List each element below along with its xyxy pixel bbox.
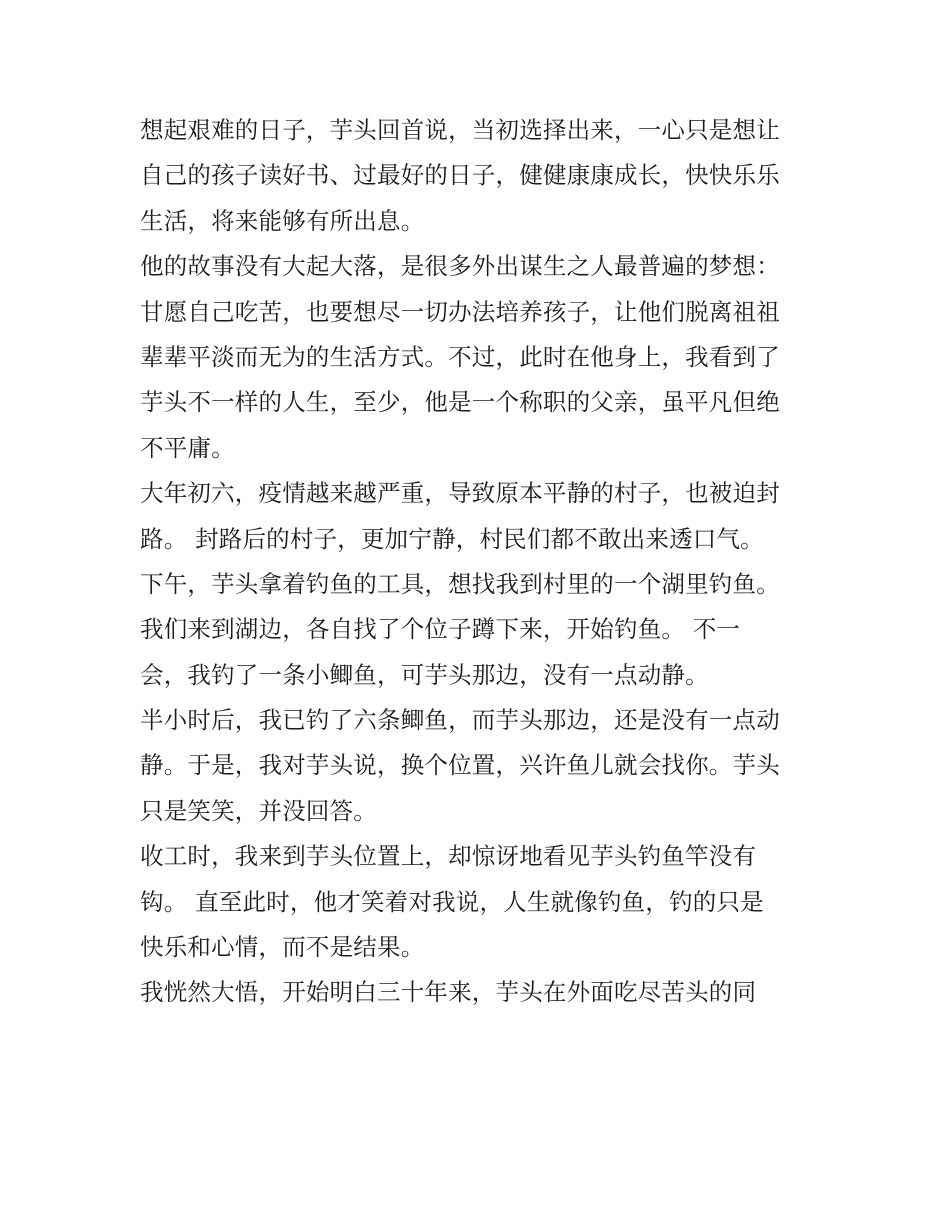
text-line: 想起艰难的日子，芋头回首说，当初选择出来，一心只是想让 bbox=[140, 116, 780, 144]
text-line: 下午，芋头拿着钓鱼的工具，想找我到村里的一个湖里钓鱼。 bbox=[140, 569, 780, 598]
text-line: 收工时，我来到芋头位置上，却惊讶地看见芋头钓鱼竿没有 bbox=[140, 842, 757, 871]
text-line: 路。 封路后的村子，更加宁静，村民们都不敢出来透口气。 bbox=[140, 524, 764, 553]
text-line: 甘愿自己吃苦，也要想尽一切办法培养孩子，让他们脱离祖祖 bbox=[140, 297, 780, 326]
text-line: 自己的孩子读好书、过最好的日子，健健康康成长，快快乐乐 bbox=[140, 161, 780, 190]
text-line: 静。于是，我对芋头说，换个位置，兴许鱼儿就会找你。芋头 bbox=[140, 751, 780, 780]
text-line: 大年初六，疫情越来越严重，导致原本平静的村子，也被迫封 bbox=[140, 479, 780, 508]
text-line: 芋头不一样的人生，至少，他是一个称职的父亲，虽平凡但绝 bbox=[140, 388, 780, 417]
text-line: 生活，将来能够有所出息。 bbox=[140, 206, 425, 235]
text-line: 钩。 直至此时，他才笑着对我说，人生就像钓鱼，钓的只是 bbox=[140, 887, 764, 916]
text-line: 快乐和心情，而不是结果。 bbox=[140, 933, 425, 962]
text-line: 辈辈平淡而无为的生活方式。不过，此时在他身上，我看到了 bbox=[140, 342, 780, 371]
text-line: 不平庸。 bbox=[140, 433, 235, 462]
text-line: 会，我钓了一条小鲫鱼，可芋头那边，没有一点动静。 bbox=[140, 660, 709, 689]
text-line: 我恍然大悟，开始明白三十年来，芋头在外面吃尽苦头的同 bbox=[140, 978, 757, 1007]
text-line: 只是笑笑，并没回答。 bbox=[140, 796, 377, 825]
text-line: 我们来到湖边，各自找了个位子蹲下来，开始钓鱼。 不一 bbox=[140, 615, 741, 644]
text-line: 半小时后，我已钓了六条鲫鱼，而芋头那边，还是没有一点动 bbox=[140, 706, 780, 735]
text-line: 他的故事没有大起大落，是很多外出谋生之人最普遍的梦想： bbox=[140, 252, 780, 281]
article-body bbox=[140, 108, 820, 1016]
